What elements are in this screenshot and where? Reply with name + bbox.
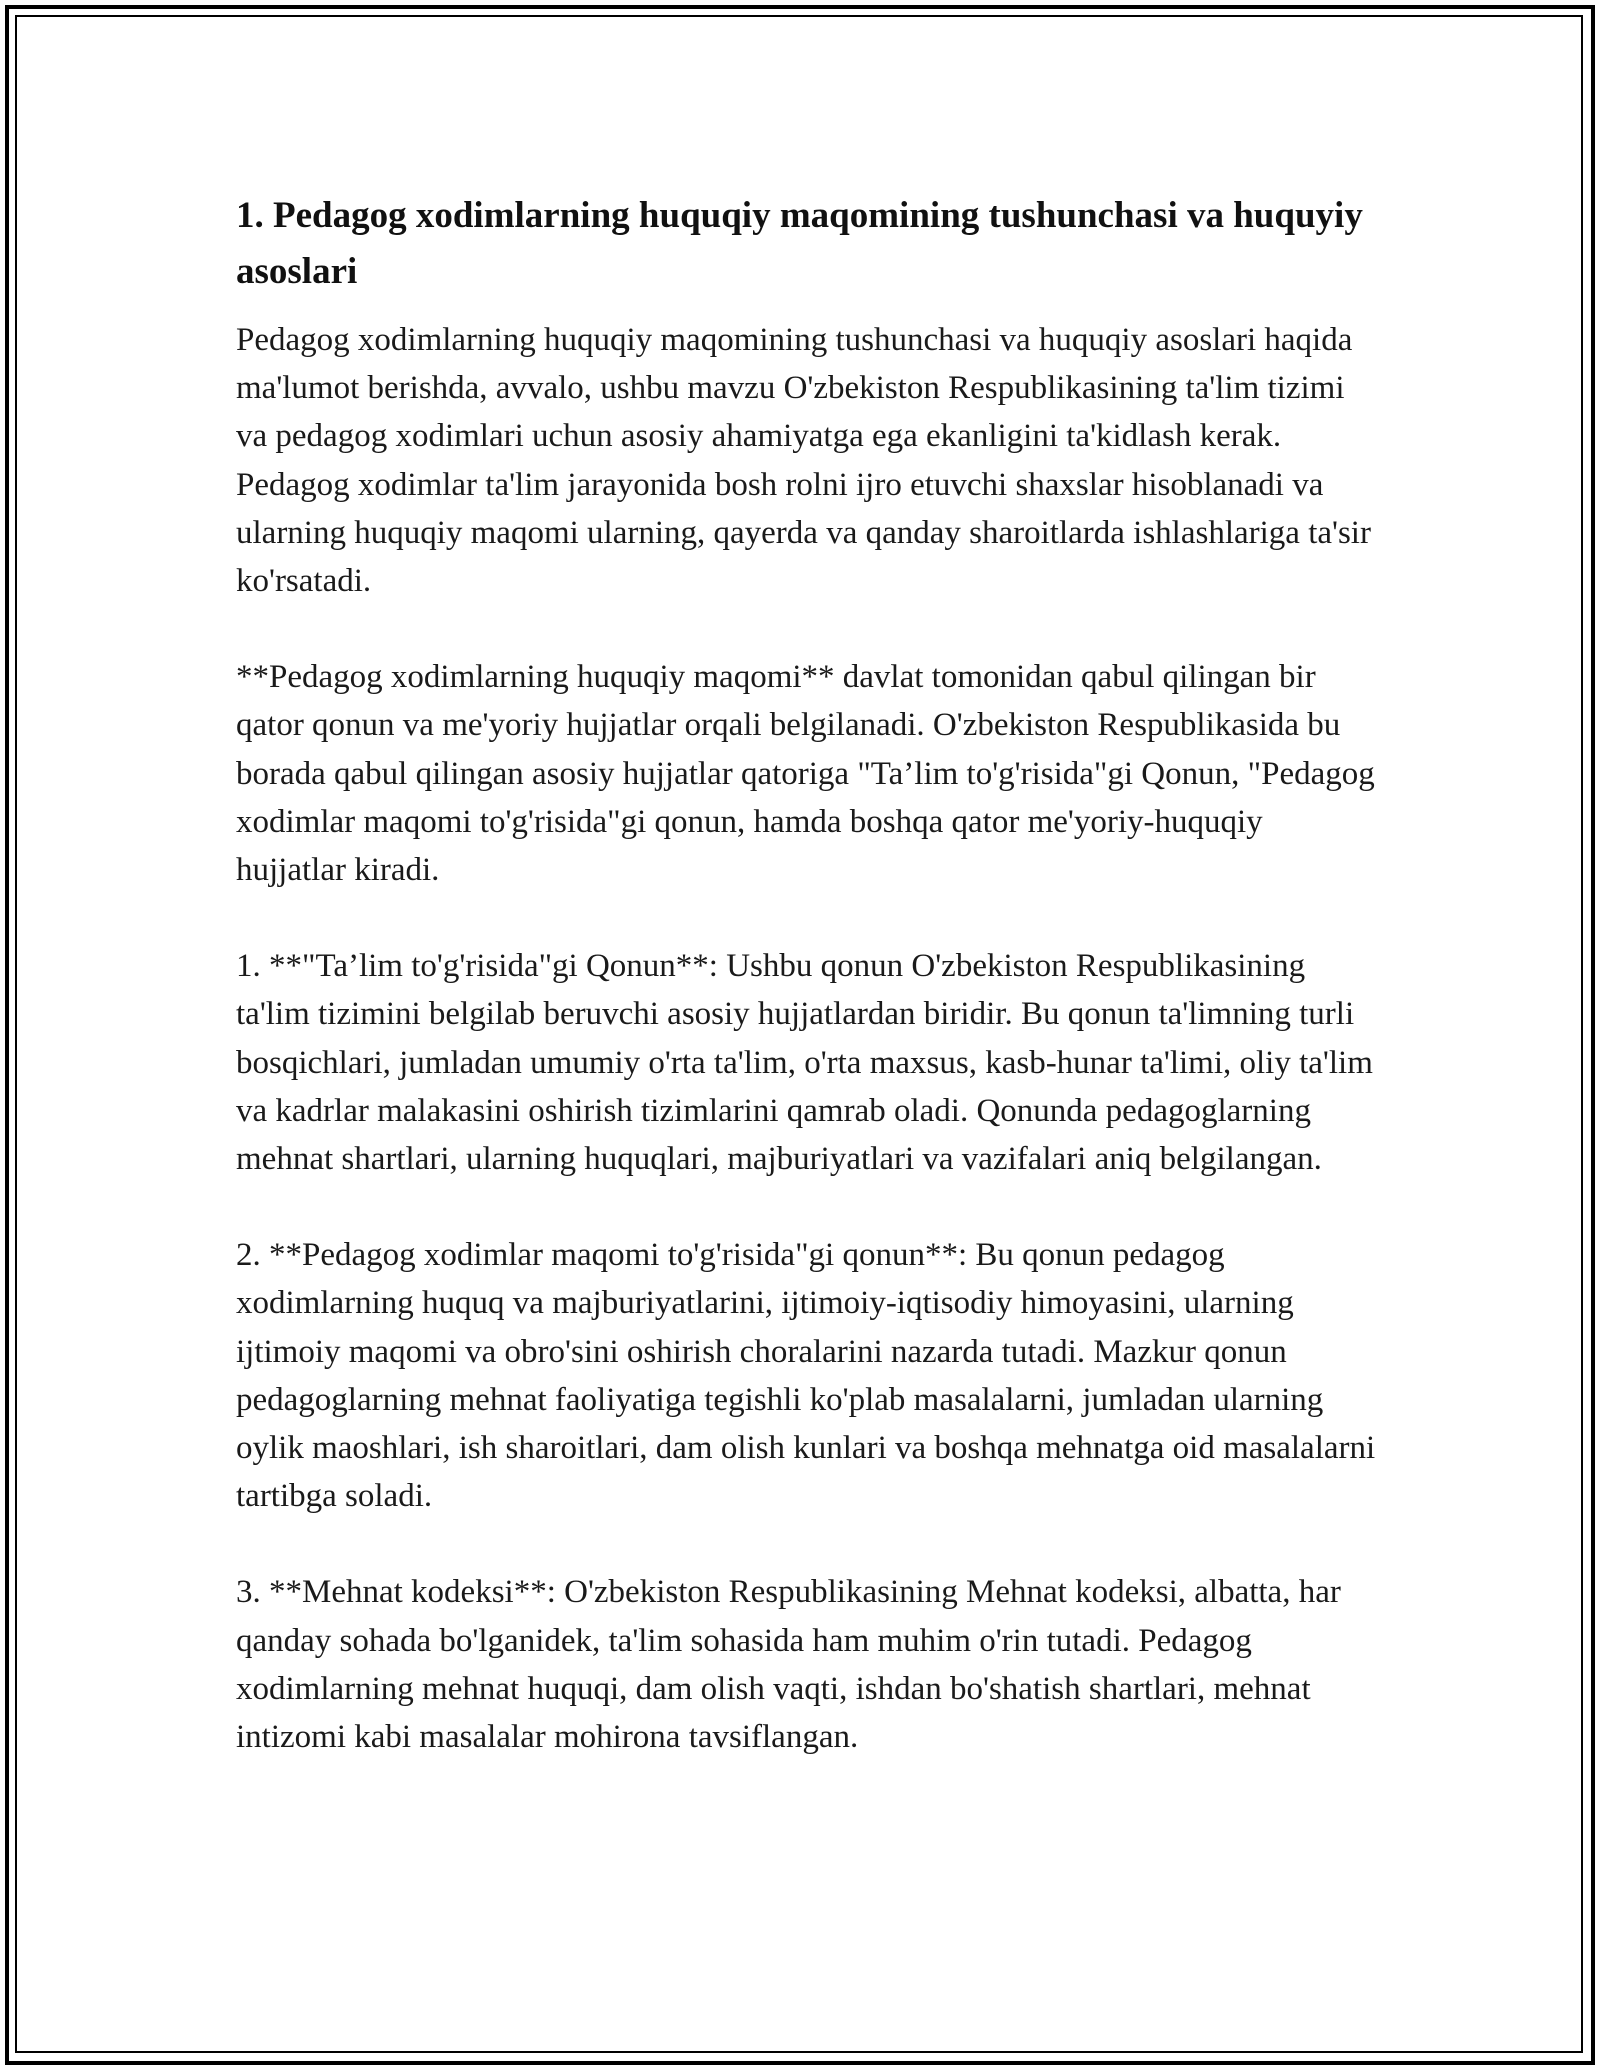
- paragraph-education-law: 1. **"Ta’lim to'g'risida"gi Qonun**: Ushbu qonun O'zbekiston Respublikasining ta'lim tizimini belgilab beruvchi asosiy hujjatlardan biridir. Bu qonun ta'limning turli bosqichlari, jumladan umumiy o'rta ta'lim, o'rta maxsus, kasb-hunar ta'limi, oliy ta'lim va kadrlar malakasini oshirish tizimlarini qamrab oladi. Qonunda pedagoglarning mehnat shartlari, ularning huquqlari, majburiyatlari va vazifalari aniq belgilangan.: [236, 948, 1373, 1178]
- document-body: [236, 188, 1376, 1809]
- paragraph-status-law: 2. **Pedagog xodimlar maqomi to'g'risida"gi qonun**: Bu qonun pedagog xodimlarning huquq va majburiyatlarini, ijtimoiy-iqtisodiy himoyasini, ularning ijtimoiy maqomi va obro'sini oshirish choralarini nazarda tutadi. Mazkur qonun pedagoglarning mehnat faoliyatiga tegishli ko'plab masalalarni, jumladan ularning oylik maoshlari, ish sharoitlari, dam olish kunlari va boshqa mehnatga oid masalalarni tartibga soladi.: [236, 1237, 1376, 1515]
- section-heading: 1. Pedagog xodimlarning huquqiy maqomining tushunchasi va huquyiy asoslari: [236, 195, 1363, 292]
- paragraph-legal-basis: **Pedagog xodimlarning huquqiy maqomi** davlat tomonidan qabul qilingan bir qator qonun va me'yoriy hujjatlar orqali belgilanadi. O'zbekiston Respublikasida bu borada qabul qilingan asosiy hujjatlar qatoriga "Ta’lim to'g'risida"gi Qonun, "Pedagog xodimlar maqomi to'g'risida"gi qonun, hamda boshqa qator me'yoriy-huquqiy hujjatlar kiradi.: [236, 659, 1375, 889]
- paragraph-intro: Pedagog xodimlarning huquqiy maqomining tushunchasi va huquqiy asoslari haqida ma'lumot berishda, avvalo, ushbu mavzu O'zbekiston Respublikasining ta'lim tizimi va pedagog xodimlari uchun asosiy ahamiyatga ega ekanligini ta'kidlash kerak. Pedagog xodimlar ta'lim jarayonida bosh rolni ijro etuvchi shaxslar hisoblanadi va ularning huquqiy maqomi ularning, qayerda va qanday sharoitlarda ishlashlariga ta'sir ko'rsatadi.: [236, 322, 1371, 600]
- paragraph-labor-code: 3. **Mehnat kodeksi**: O'zbekiston Respublikasining Mehnat kodeksi, albatta, har qanday sohada bo'lganidek, ta'lim sohasida ham muhim o'rin tutadi. Pedagog xodimlarning mehnat huquqi, dam olish vaqti, ishdan bo'shatish shartlari, mehnat intizomi kabi masalalar mohirona tavsiflangan.: [236, 1574, 1341, 1756]
